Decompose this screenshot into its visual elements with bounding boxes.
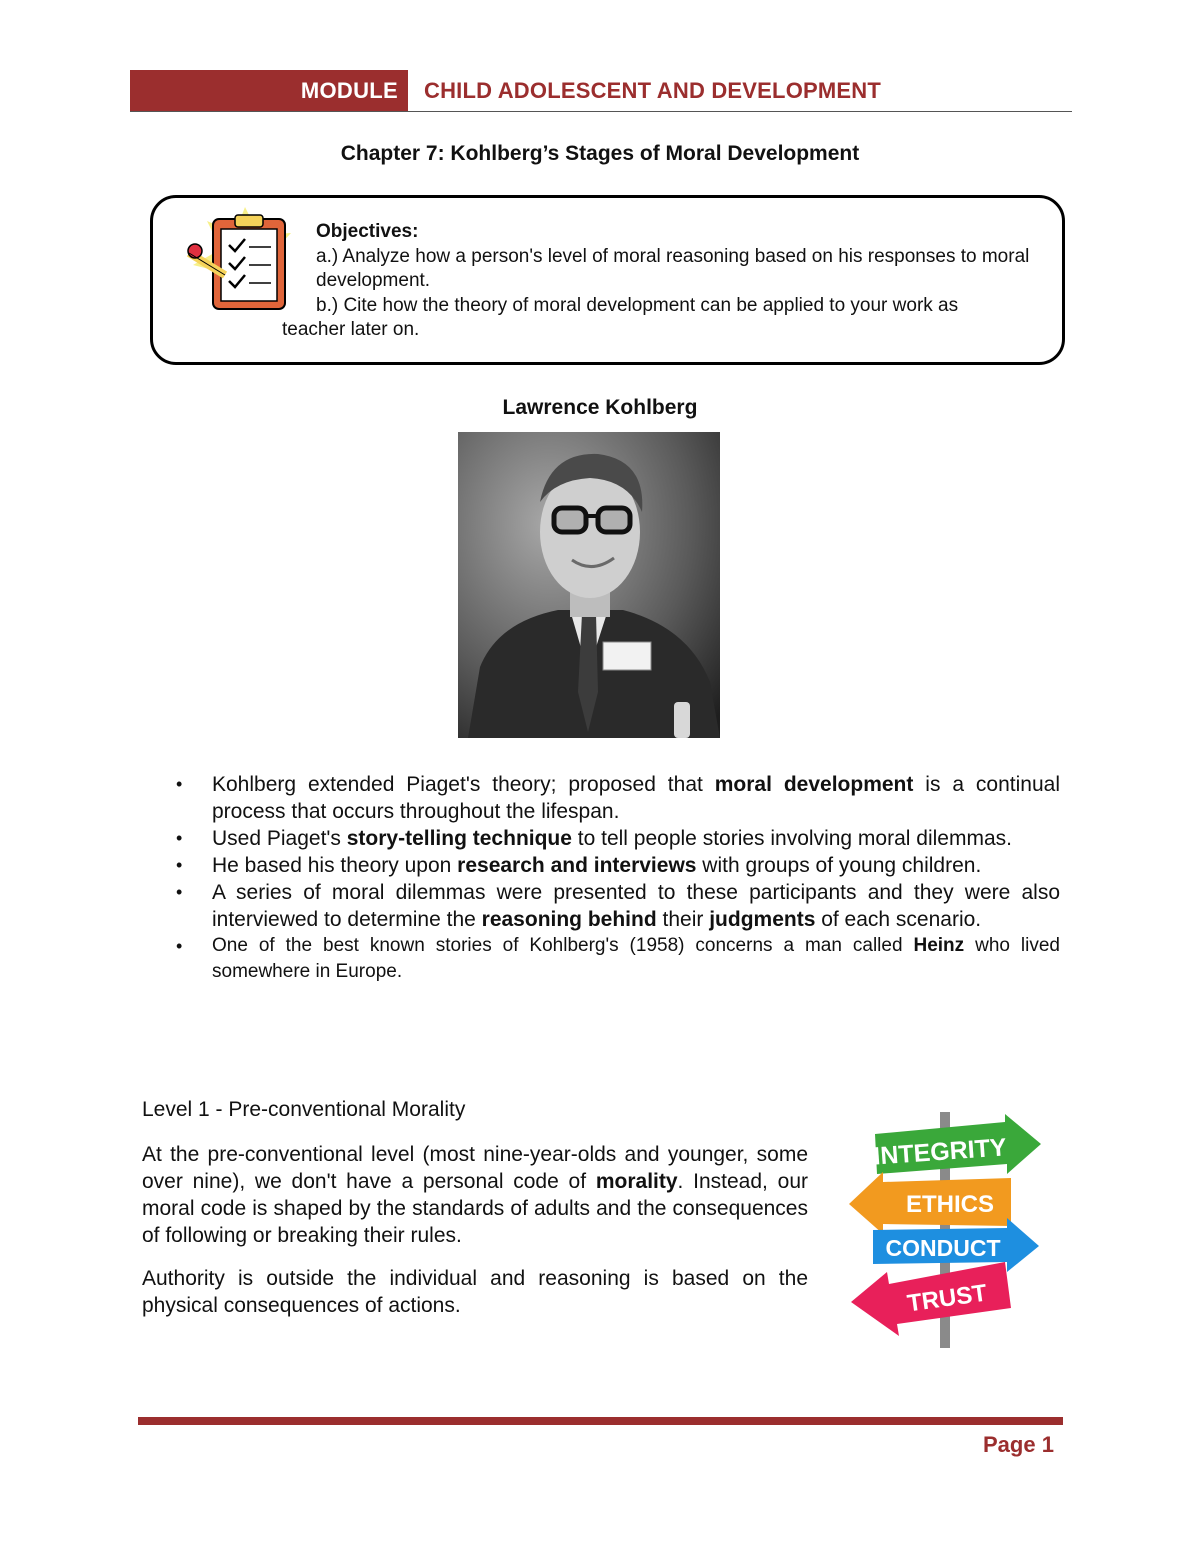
bullet-list: [172, 771, 1060, 985]
person-name: Lawrence Kohlberg: [502, 396, 698, 419]
list-item: • A series of moral dilemmas were presented to these participants and they were also interviewed to determine the reasoning behind their judgments of each scenario.: [172, 879, 1060, 933]
objective-b-line1: b.) Cite how the theory of moral development can be applied to your work as: [316, 294, 959, 316]
page-number: Page 1: [983, 1432, 1054, 1457]
sign-integrity: INTEGRITY: [872, 1133, 1008, 1171]
clipboard-checklist-icon: [185, 205, 305, 317]
list-item: • Used Piaget's story-telling technique to tell people stories involving moral dilemmas.: [172, 825, 1060, 852]
level-1-paragraph-1: At the pre-conventional level (most nine-year-olds and younger, some over nine), we don't have a personal code of morality. Instead, our moral code is shaped by the standards of adults and the consequences of following or breaking their rules.: [142, 1143, 808, 1247]
level-1-paragraph-2: Authority is outside the individual and reasoning is based on the physical consequences of actions.: [142, 1267, 808, 1317]
chapter-title: Chapter 7: Kohlberg’s Stages of Moral Development: [340, 142, 860, 165]
objectives-text: [316, 220, 1051, 318]
footer-divider: [138, 1417, 1063, 1425]
values-signpost-image: [835, 1112, 1050, 1348]
sign-ethics: ETHICS: [905, 1191, 995, 1218]
list-item: • Kohlberg extended Piaget's theory; proposed that moral development is a continual process that occurs throughout the lifespan.: [172, 771, 1060, 825]
sign-trust: TRUST: [905, 1279, 989, 1318]
objective-a: a.) Analyze how a person's level of moral reasoning based on his responses to moral development.: [316, 245, 1030, 291]
portrait-photo: [458, 432, 720, 738]
module-label: MODULE: [130, 70, 408, 112]
list-item: • He based his theory upon research and interviews with groups of young children.: [172, 852, 1060, 879]
objectives-heading: Objectives:: [316, 221, 419, 242]
header-divider: [130, 111, 1072, 112]
list-item: • One of the best known stories of Kohlberg's (1958) concerns a man called Heinz who lived somewhere in Europe.: [172, 933, 1060, 985]
course-title: CHILD ADOLESCENT AND DEVELOPMENT: [424, 78, 882, 103]
objective-b-line2: teacher later on.: [282, 319, 420, 340]
level-1-title: Level 1 - Pre-conventional Morality: [142, 1098, 466, 1121]
sign-conduct: CONDUCT: [885, 1235, 1001, 1261]
